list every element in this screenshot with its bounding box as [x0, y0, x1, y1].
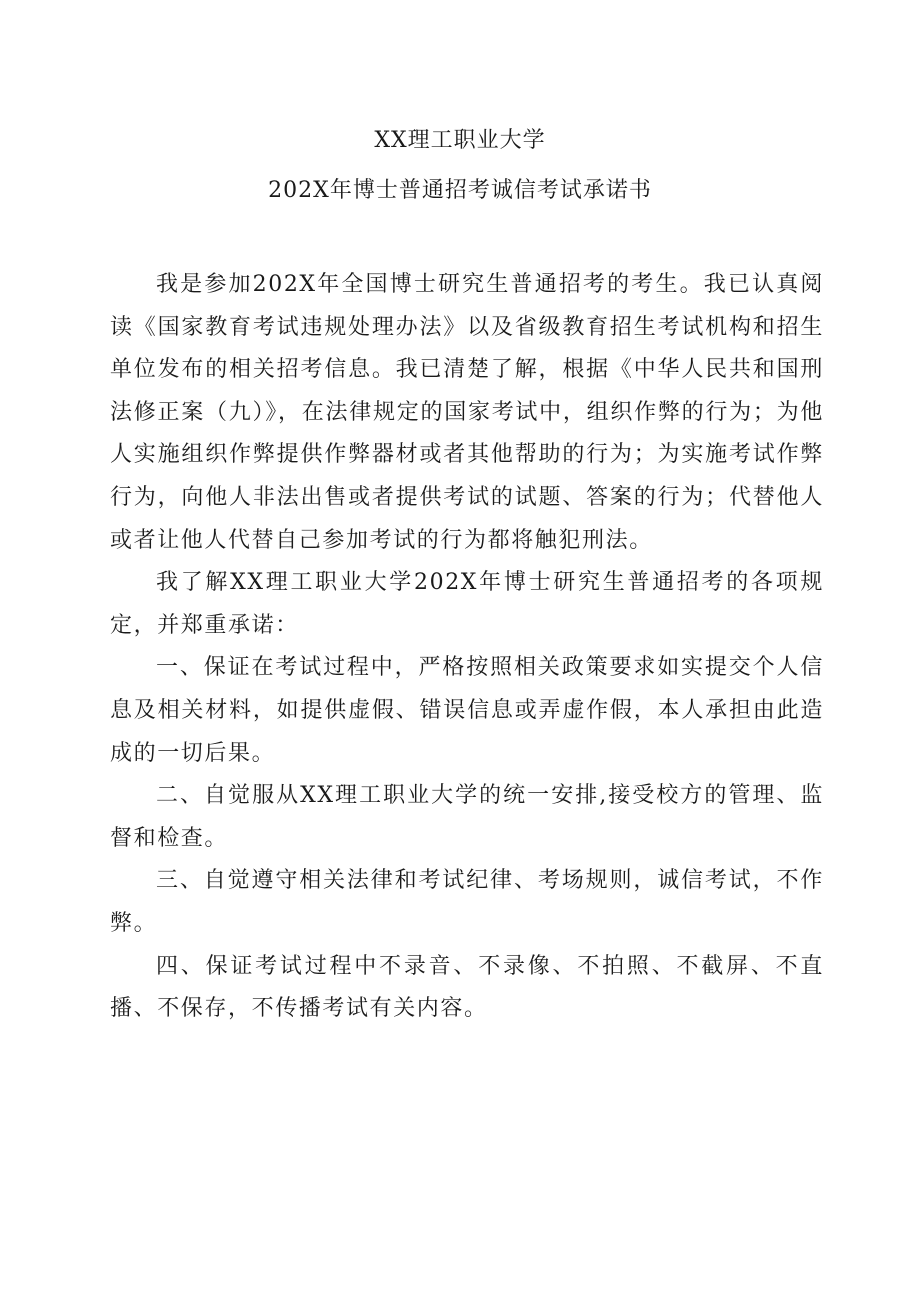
- pledge-title: 202X年博士普通招考诚信考试承诺书: [268, 178, 652, 203]
- pledge-item-2: 二、自觉服从XX理工职业大学的统一安排,接受校方的管理、监督和检查。: [110, 783, 824, 851]
- pledge-item-4: 四、保证考试过程中不录音、不录像、不拍照、不截屏、不直播、不保存，不传播考试有关内容。: [110, 953, 824, 1022]
- school-title: XX理工职业大学: [374, 128, 546, 153]
- pledge-item-3: 三、自觉遵守相关法律和考试纪律、考场规则，诚信考试，不作弊。: [110, 868, 824, 936]
- pledge-body: [110, 264, 824, 1031]
- commitment-lead-paragraph: 我了解XX理工职业大学202X年博士研究生普通招考的各项规定，并郑重承诺：: [110, 570, 824, 638]
- pledge-item-1: 一、保证在考试过程中，严格按照相关政策要求如实提交个人信息及相关材料，如提供虚假、错误信息或弄虚作假，本人承担由此造成的一切后果。: [110, 655, 824, 766]
- intro-paragraph: 我是参加202X年全国博士研究生普通招考的考生。我已认真阅读《国家教育考试违规处理办法》以及省级教育招生考试机构和招生单位发布的相关招考信息。我已清楚了解，根据《中华人民共和国刑法修正案（九）》，在法律规定的国家考试中，组织作弊的行为；为他人实施组织作弊提供作弊器材或者其他帮助的行为；为实施考试作弊行为，向他人非法出售或者提供考试的试题、答案的行为；代替他人或者让他人代替自己参加考试的行为都将触犯刑法。: [110, 272, 824, 553]
